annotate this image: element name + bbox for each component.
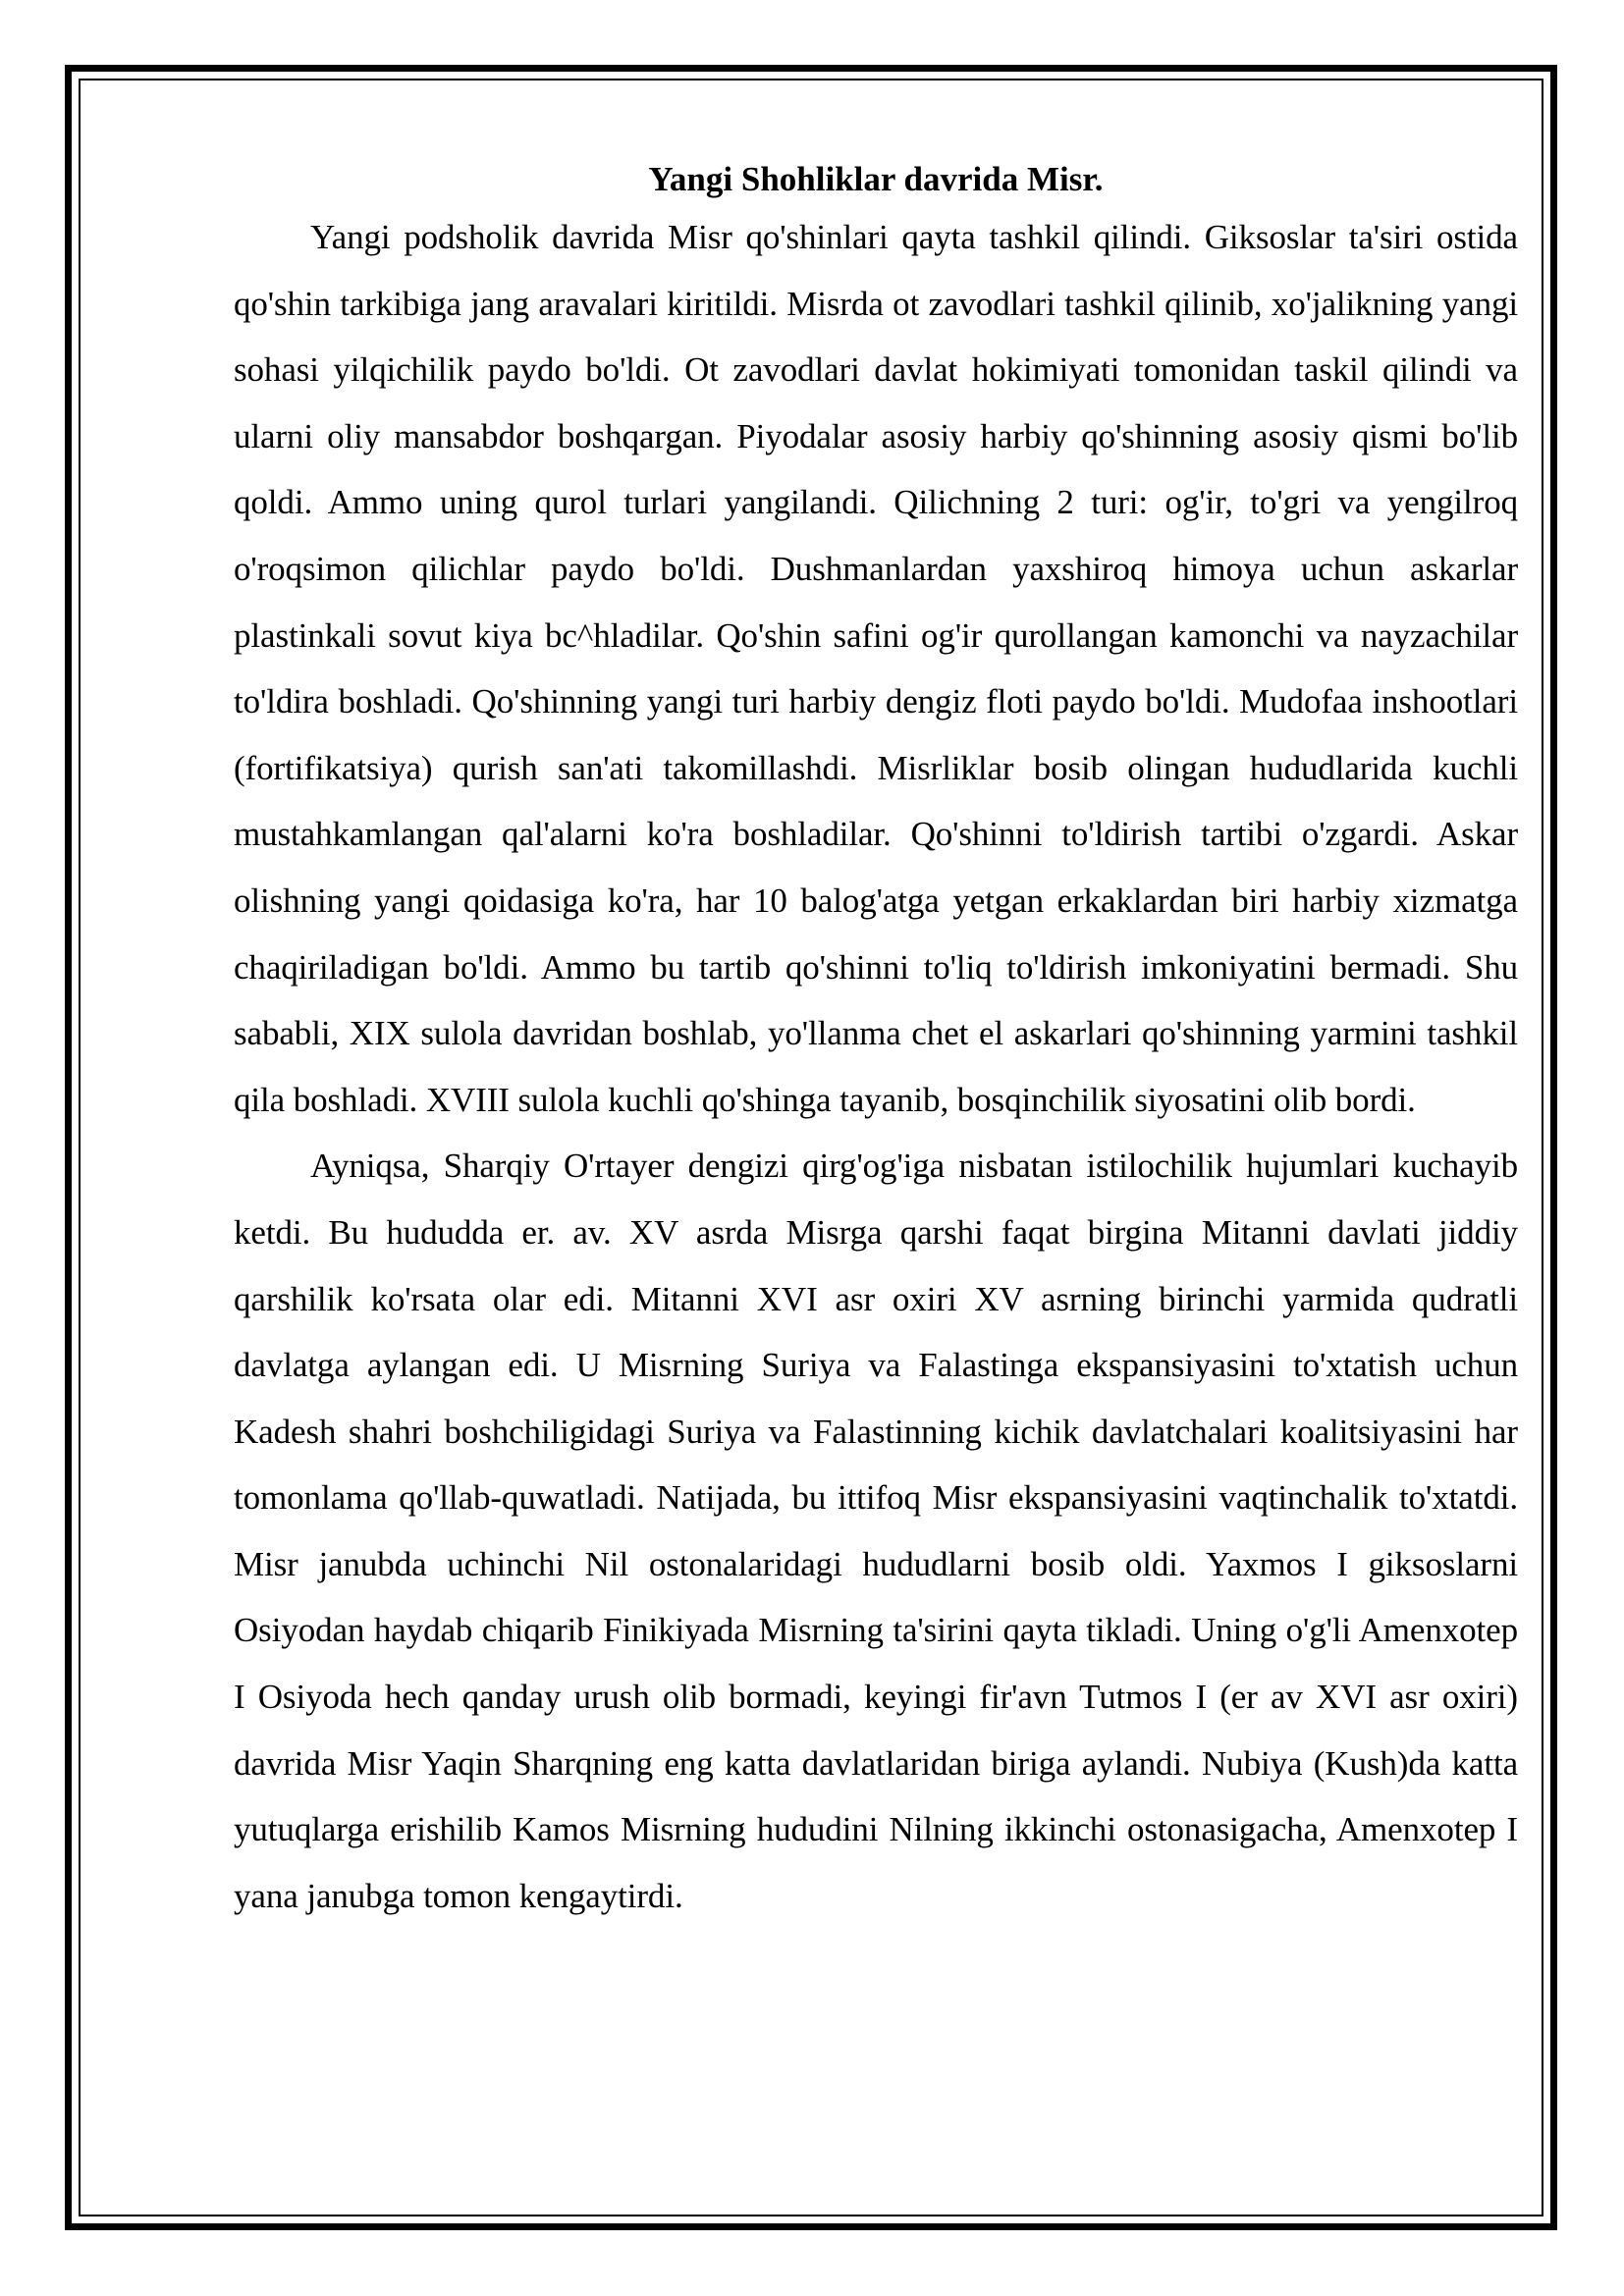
paragraph-1: Yangi podsholik davrida Misr qo'shinlari qayta tashkil qilindi. Giksoslar ta'siri ostida qo'shin tarkibiga jang aravalari kiritildi. Misrda ot zavodlari tashkil qilinib, xo'jalikning yangi sohasi yilqichilik paydo bo'ldi. Ot zavodlari davlat hokimiyati tomonidan taskil qilindi va ularni oliy mansabdor boshqargan. Piyodalar asosiy harbiy qo'shinning asosiy qismi bo'lib qoldi. Ammo uning qurol turlari yangilandi. Qilichning 2 turi: og'ir, to'gri va yengilroq o'roqsimon qilichlar paydo bo'ldi. Dushmanlardan yaxshiroq himoya uchun askarlar plastinkali sovut kiya bc^hladilar. Qo'shin safini og'ir qurollangan kamonchi va nayzachilar to'ldira boshladi. Qo'shinning yangi turi harbiy dengiz floti paydo bo'ldi. Mudofaa inshootlari (fortifikatsiya) qurish san'ati takomillashdi. Misrliklar bosib olingan hududlarida kuchli mustahkamlangan qal'alarni ko'ra boshladilar. Qo'shinni to'ldirish tartibi o'zgardi. Askar olishning yangi qoidasiga ko'ra, har 10 balog'atga yetgan erkaklardan biri harbiy xizmatga chaqiriladigan bo'ldi. Ammo bu tartib qo'shinni to'liq to'ldirish imkoniyatini bermadi. Shu sababli, XIX sulola davridan boshlab, yo'llanma chet el askarlari qo'shinning yarmini tashkil qila boshladi. XVIII sulola kuchli qo'shinga tayanib, bosqinchilik siyosatini olib bordi. <box>234 218 1518 1119</box>
paragraph-2: Ayniqsa, Sharqiy O'rtayer dengizi qirg'og'iga nisbatan istilochilik hujumlari kuchayib ketdi. Bu hududda er. av. XV asrda Misrga qarshi faqat birgina Mitanni davlati jiddiy qarshilik ko'rsata olar edi. Mitanni XVI asr oxiri XV asrning birinchi yarmida qudratli davlatga aylangan edi. U Misrning Suriya va Falastinga ekspansiyasini to'xtatish uchun Kadesh shahri boshchiligidagi Suriya va Falastinning kichik davlatchalari koalitsiyasini har tomonlama qo'llab-quwatladi. Natijada, bu ittifoq Misr ekspansiyasini vaqtinchalik to'xtatdi. Misr janubda uchinchi Nil ostonalaridagi hududlarni bosib oldi. Yaxmos I giksoslarni Osiyodan haydab chiqarib Finikiyada Misrning ta'sirini qayta tikladi. Uning o'g'li Amenxotep I Osiyoda hech qanday urush olib bormadi, keyingi fir'avn Tutmos I (er av XVI asr oxiri) davrida Misr Yaqin Sharqning eng katta davlatlaridan biriga aylandi. Nubiya (Kush)da katta yutuqlarga erishilib Kamos Misrning hududini Nilning ikkinchi ostonasigacha, Amenxotep I yana janubga tomon kengaytirdi. <box>234 1147 1518 1915</box>
document-title: Yangi Shohliklar davrida Misr. <box>648 160 1104 198</box>
document-body <box>234 155 1518 1929</box>
